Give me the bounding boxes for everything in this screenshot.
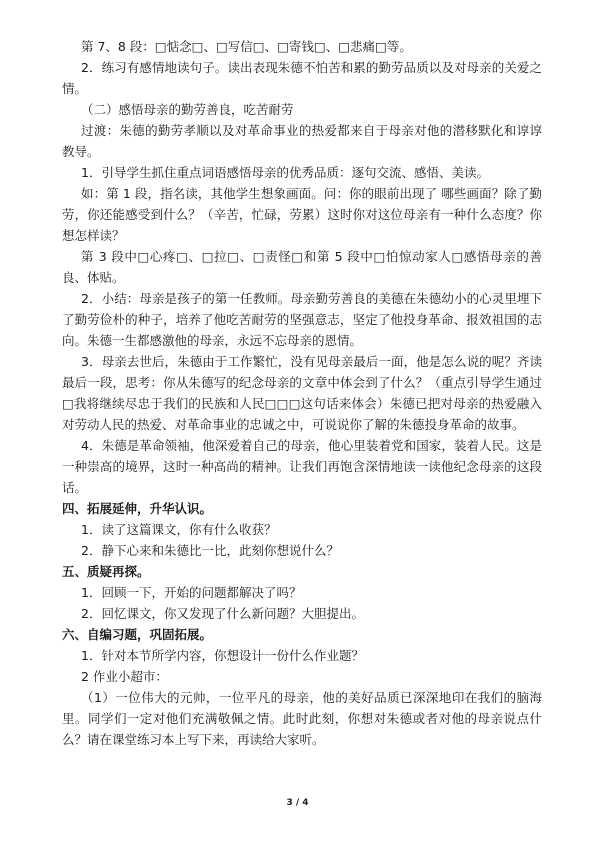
section-heading: 四、拓展延伸，升华认识。 xyxy=(62,501,213,516)
paragraph: 4．朱德是革命领袖，他深爱着自己的母亲，他心里装着党和国家，装着人民。这是一种崇高的境界，这时一种高尚的精神。让我们再饱含深情地读一读他纪念母亲的这段话。 xyxy=(62,438,542,495)
paragraph: 1．读了这篇课文，你有什么收获？ xyxy=(81,522,277,537)
paragraph: 过渡：朱德的勤劳孝顺以及对革命事业的热爱都来自于母亲对他的潜移默化和谆谆教导。 xyxy=(62,123,542,159)
paragraph: 第 7、8 段：□惦念□、□写信□、□寄钱□、□悲痛□等。 xyxy=(81,39,412,54)
section-heading: 六、自编习题，巩固拓展。 xyxy=(62,627,213,642)
paragraph: 2 作业小超市： xyxy=(81,669,168,684)
paragraph: 如：第 1 段，指名读，其他学生想象画面。问：你的眼前出现了 哪些画面？除了勤劳，你还能感受到什么？（辛苦，忙碌，劳累）这时你对这位母亲有一种什么态度？你想怎样读？ xyxy=(62,186,542,243)
paragraph: （1）一位伟大的元帅，一位平凡的母亲，他的美好品质已深深地印在我们的脑海里。同学们一定对他们充满敬佩之情。此时此刻，你想对朱德或者对他的母亲说点什么？请在课堂练习本上写下来，再读给大家听。 xyxy=(62,690,542,747)
section-heading: 五、质疑再探。 xyxy=(62,564,150,579)
paragraph: 1．引导学生抓住重点词语感悟母亲的优秀品质：逐句交流、感悟、美读。 xyxy=(81,165,489,180)
paragraph: 1．回顾一下，开始的问题都解决了吗？ xyxy=(81,585,302,600)
paragraph: 3．母亲去世后，朱德由于工作繁忙，没有见母亲最后一面，他是怎么说的呢？齐读最后一段，思考：你从朱德写的纪念母亲的文章中体会到了什么？（重点引导学生通过□我将继续尽忠于我们的民族和人民□□□这句话来体会）朱德已把对母亲的热爱融入对劳动人民的热爱、对革命事业的忠诚之中，可说说你了解的朱德投身革命的故事。 xyxy=(62,354,542,432)
paragraph: 1．针对本节所学内容，你想设计一份什么作业题？ xyxy=(81,648,364,663)
document-body xyxy=(62,36,542,750)
paragraph: 第 3 段中□心疼□、□拉□、□责怪□和第 5 段中□怕惊动家人□感悟母亲的善良、体贴。 xyxy=(62,249,542,285)
paragraph: 2．静下心来和朱德比一比，此刻你想说什么？ xyxy=(81,543,339,558)
paragraph: 2．练习有感情地读句子。读出表现朱德不怕苦和累的勤劳品质以及对母亲的关爱之情。 xyxy=(62,60,542,96)
paragraph: 2．回忆课文，你又发现了什么新问题？大胆提出。 xyxy=(81,606,364,621)
paragraph: 2．小结：母亲是孩子的第一任教师。母亲勤劳善良的美德在朱德幼小的心灵里埋下了勤劳俭朴的种子，培养了他吃苦耐劳的坚强意志，坚定了他投身革命、报效祖国的志向。朱德一生都感激他的母亲，永远不忘母亲的恩情。 xyxy=(62,291,542,348)
paragraph: （二）感悟母亲的勤劳善良，吃苦耐劳 xyxy=(81,102,294,117)
page-number: 3 / 4 xyxy=(286,798,309,808)
